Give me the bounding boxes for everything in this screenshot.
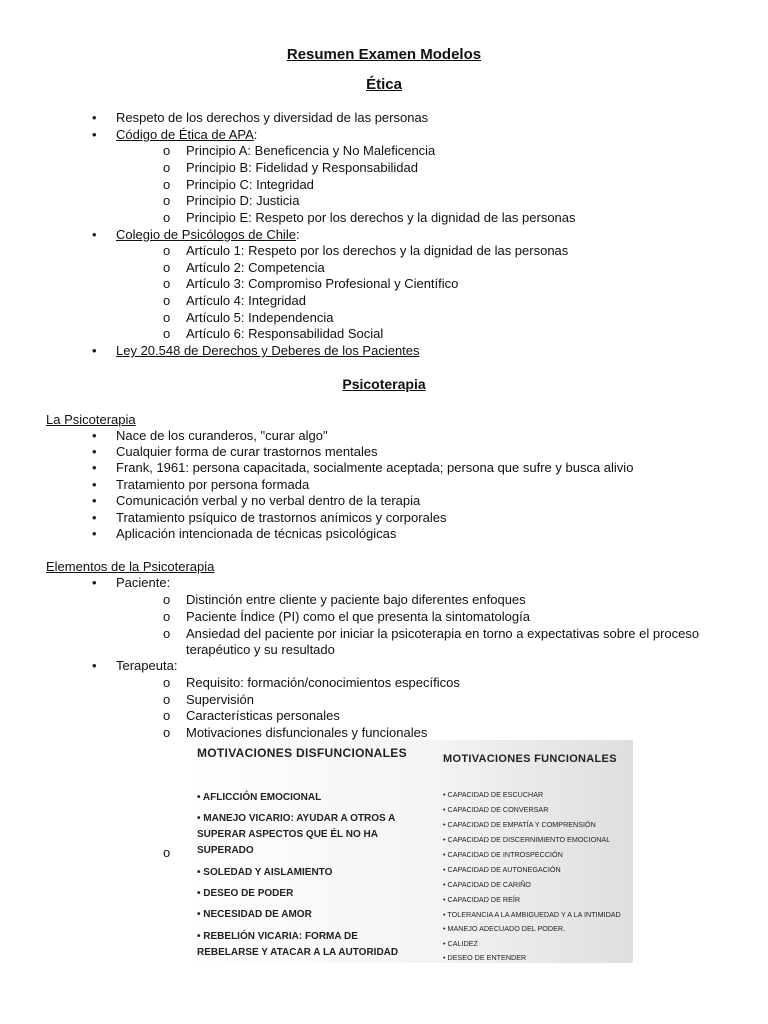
colon: : <box>295 227 300 242</box>
bullet-marker: • <box>92 110 97 125</box>
bullet-marker: • <box>92 343 97 358</box>
section-title-etica: Ética <box>366 76 402 93</box>
funcional-item: • CAPACIDAD DE DISCERNIMIENTO EMOCIONAL <box>443 835 611 844</box>
disfuncional-item: • SOLEDAD Y AISLAMIENTO <box>197 867 333 878</box>
funcional-item: • CAPACIDAD DE INTROSPECCIÓN <box>443 850 563 859</box>
funcional-item: • CAPACIDAD DE AUTONEGACIÓN <box>443 865 561 874</box>
sub-bullet-marker: o <box>163 243 171 258</box>
bullet-marker: • <box>92 227 97 242</box>
disfuncional-item: • REBELIÓN VICARIA: FORMA DE REBELARSE Y ATACAR A LA AUTORIDAD <box>197 931 399 958</box>
bullet-marker: • <box>92 493 97 508</box>
apa-principle: Principio B: Fidelidad y Responsabilidad <box>186 160 418 175</box>
funcionales-title: MOTIVACIONES FUNCIONALES <box>443 753 617 765</box>
apa-principle: Principio E: Respeto por los derechos y la dignidad de las personas <box>186 210 576 225</box>
bullet-marker: • <box>92 477 97 492</box>
bullet-marker: • <box>92 575 97 590</box>
document-title: Resumen Examen Modelos <box>286 46 482 63</box>
etica-item-2 <box>116 127 257 143</box>
list-item: Cualquier forma de curar trastornos mentales <box>116 444 378 459</box>
sub-bullet-marker: o <box>163 260 171 275</box>
funcional-item: • DESEO DE ENTENDER <box>443 953 527 962</box>
heading-elementos: Elementos de la Psicoterapia <box>46 559 215 574</box>
funcional-item: • CAPACIDAD DE CARIÑO <box>443 880 531 889</box>
colegio-article: Artículo 2: Competencia <box>186 260 325 275</box>
colegio-article: Artículo 5: Independencia <box>186 310 334 325</box>
section-title-psicoterapia: Psicoterapia <box>342 376 426 392</box>
sub-bullet-marker: o <box>163 326 171 341</box>
colegio-article: Artículo 6: Responsabilidad Social <box>186 326 384 341</box>
funcional-item: • CAPACIDAD DE CONVERSAR <box>443 805 549 814</box>
colon: : <box>253 127 258 142</box>
terapeuta-item: Características personales <box>186 708 340 723</box>
colegio-article: Artículo 3: Compromiso Profesional y Científico <box>186 276 459 291</box>
heading-la-psicoterapia: La Psicoterapia <box>46 412 136 427</box>
list-item: Comunicación verbal y no verbal dentro de la terapia <box>116 493 421 508</box>
sub-bullet-marker: o <box>163 708 171 723</box>
paciente-label: Paciente: <box>116 575 171 590</box>
bullet-marker: • <box>92 444 97 459</box>
terapeuta-label: Terapeuta: <box>116 658 178 673</box>
list-item: Nace de los curanderos, "curar algo" <box>116 428 328 443</box>
list-item: Frank, 1961: persona capacitada, socialmente aceptada; persona que sufre y busca alivio <box>116 460 634 475</box>
sub-bullet-marker: o <box>163 210 171 225</box>
etica-item-3 <box>116 227 300 243</box>
terapeuta-item: Motivaciones disfuncionales y funcionales <box>186 725 428 740</box>
sub-bullet-marker: o <box>163 310 171 325</box>
funcional-item: • CAPACIDAD DE REÍR <box>443 895 521 904</box>
sub-bullet-marker: o <box>163 692 171 707</box>
paciente-item: Paciente Índice (PI) como el que presenta la sintomatología <box>186 609 530 624</box>
disfuncional-item: • NECESIDAD DE AMOR <box>197 909 312 920</box>
disfuncional-item: • AFLICCIÓN EMOCIONAL <box>197 792 322 803</box>
etica-item-1: Respeto de los derechos y diversidad de las personas <box>116 110 429 125</box>
disfuncional-item: • MANEJO VICARIO: AYUDAR A OTROS A SUPERAR ASPECTOS QUE ÉL NO HA SUPERADO <box>197 813 395 856</box>
colegio-link[interactable]: Colegio de Psicólogos de Chile <box>116 227 296 242</box>
paciente-item: Ansiedad del paciente por iniciar la psicoterapia en torno a expectativas sobre el proceso <box>186 626 700 641</box>
funcional-item: • TOLERANCIA A LA AMBIGUEDAD Y A LA INTIMIDAD <box>443 910 621 919</box>
apa-principle: Principio A: Beneficencia y No Maleficencia <box>186 143 436 158</box>
apa-code-link[interactable]: Código de Ética de APA <box>116 127 254 142</box>
bullet-marker: • <box>92 510 97 525</box>
sub-bullet-marker: o <box>163 177 171 192</box>
paciente-item: Distinción entre cliente y paciente bajo diferentes enfoques <box>186 592 526 607</box>
list-item: Tratamiento psíquico de trastornos anímicos y corporales <box>116 510 447 525</box>
funcional-item: • CALIDEZ <box>443 939 478 948</box>
funcional-item: • CAPACIDAD DE ESCUCHAR <box>443 790 544 799</box>
bullet-marker: • <box>92 428 97 443</box>
bullet-marker: • <box>92 526 97 541</box>
paciente-item-continuation: terapéutico y su resultado <box>186 642 335 657</box>
sub-bullet-marker: o <box>163 193 171 208</box>
colegio-article: Artículo 1: Respeto por los derechos y la dignidad de las personas <box>186 243 569 258</box>
ley-link[interactable]: Ley 20.548 de Derechos y Deberes de los Pacientes <box>116 343 420 358</box>
sub-bullet-marker: o <box>163 609 171 624</box>
sub-bullet-marker: o <box>163 845 171 860</box>
list-item: Tratamiento por persona formada <box>116 477 310 492</box>
motivaciones-figure <box>186 740 633 963</box>
terapeuta-item: Requisito: formación/conocimientos específicos <box>186 675 460 690</box>
apa-principle: Principio C: Integridad <box>186 177 314 192</box>
sub-bullet-marker: o <box>163 160 171 175</box>
list-item: Aplicación intencionada de técnicas psicológicas <box>116 526 397 541</box>
sub-bullet-marker: o <box>163 276 171 291</box>
sub-bullet-marker: o <box>163 293 171 308</box>
sub-bullet-marker: o <box>163 626 171 641</box>
bullet-marker: • <box>92 127 97 142</box>
disfuncionales-title: MOTIVACIONES DISFUNCIONALES <box>197 746 407 760</box>
bullet-marker: • <box>92 658 97 673</box>
bullet-marker: • <box>92 460 97 475</box>
sub-bullet-marker: o <box>163 725 171 740</box>
funcional-item: • MANEJO ADECUADO DEL PODER. <box>443 924 566 933</box>
disfuncional-item: • DESEO DE PODER <box>197 888 294 899</box>
sub-bullet-marker: o <box>163 592 171 607</box>
colegio-article: Artículo 4: Integridad <box>186 293 306 308</box>
funcional-item: • CAPACIDAD DE EMPATÍA Y COMPRENSIÓN <box>443 820 596 829</box>
sub-bullet-marker: o <box>163 675 171 690</box>
sub-bullet-marker: o <box>163 143 171 158</box>
terapeuta-item: Supervisión <box>186 692 254 707</box>
apa-principle: Principio D: Justicia <box>186 193 300 208</box>
